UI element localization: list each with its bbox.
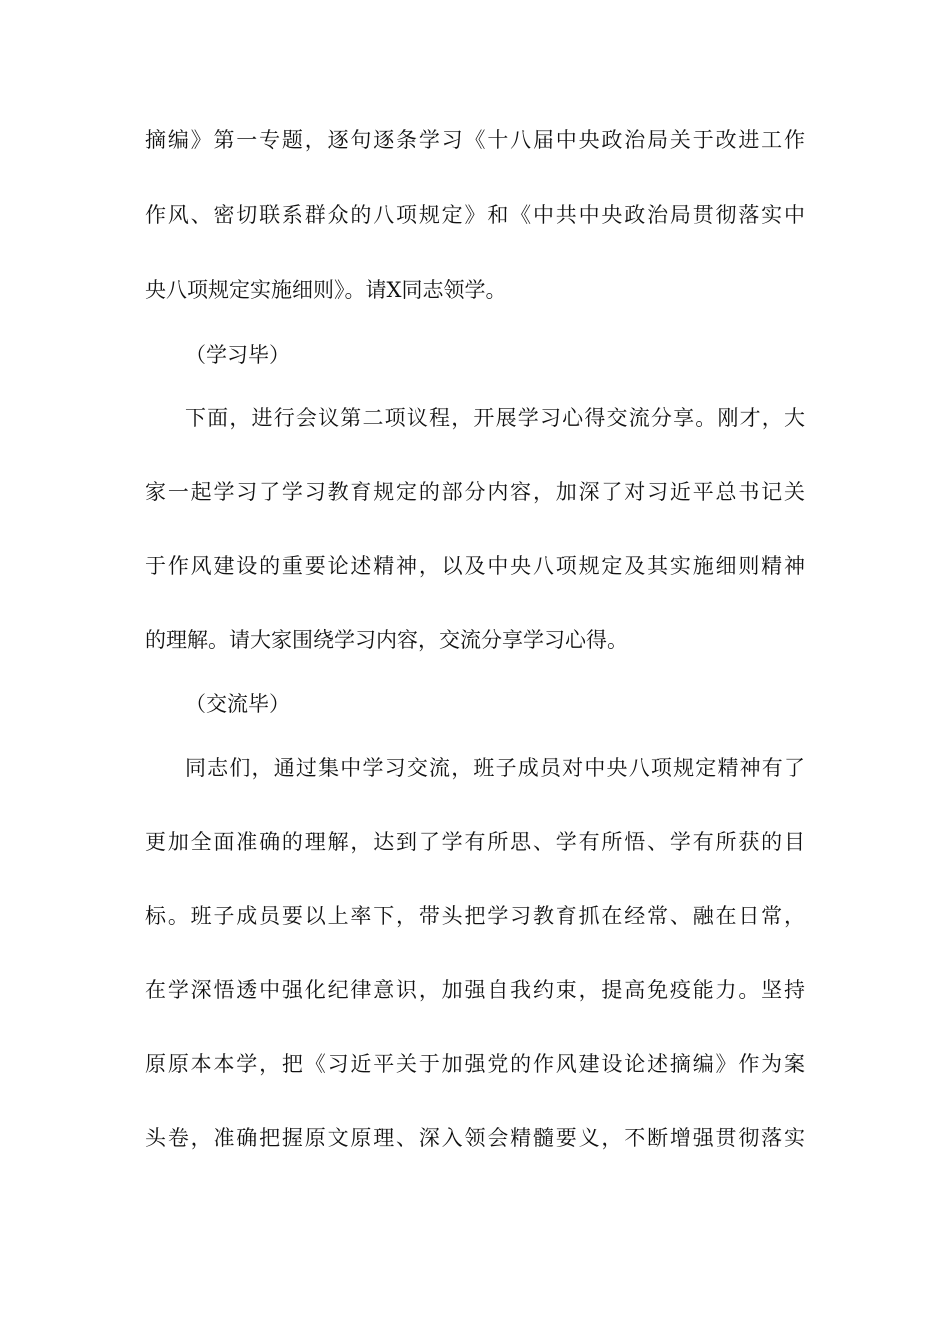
text-line: 更加全面准确的理解，达到了学有所思、学有所悟、学有所获的目 <box>145 830 805 854</box>
text-line: 标。班子成员要以上率下，带头把学习教育抓在经常、融在日常， <box>145 904 805 928</box>
text-line: 摘编》第一专题，逐句逐条学习《十八届中央政治局关于改进工作 <box>145 128 805 152</box>
stage-note: （交流毕） <box>185 692 290 716</box>
text-line: 在学深悟透中强化纪律意识，加强自我约束，提高免疫能力。坚持 <box>145 978 805 1002</box>
text-line: 作风、密切联系群众的八项规定》和《中共中央政治局贯彻落实中 <box>145 203 805 227</box>
text-line: 原原本本学，把《习近平关于加强党的作风建设论述摘编》作为案 <box>145 1052 805 1076</box>
text-line: 同志们，通过集中学习交流，班子成员对中央八项规定精神有了 <box>185 756 805 780</box>
text-line: 头卷，准确把握原文原理、深入领会精髓要义，不断增强贯彻落实 <box>145 1126 805 1150</box>
text-line: 的理解。请大家围绕学习内容，交流分享学习心得。 <box>145 628 628 652</box>
text-line: 家一起学习了学习教育规定的部分内容，加深了对习近平总书记关 <box>145 480 805 504</box>
stage-note: （学习毕） <box>185 343 290 367</box>
text-line: 于作风建设的重要论述精神，以及中央八项规定及其实施细则精神 <box>145 554 805 578</box>
text-line: 下面，进行会议第二项议程，开展学习心得交流分享。刚才，大 <box>185 406 805 430</box>
text-line: 央八项规定实施细则》。请X同志领学。 <box>145 278 507 302</box>
